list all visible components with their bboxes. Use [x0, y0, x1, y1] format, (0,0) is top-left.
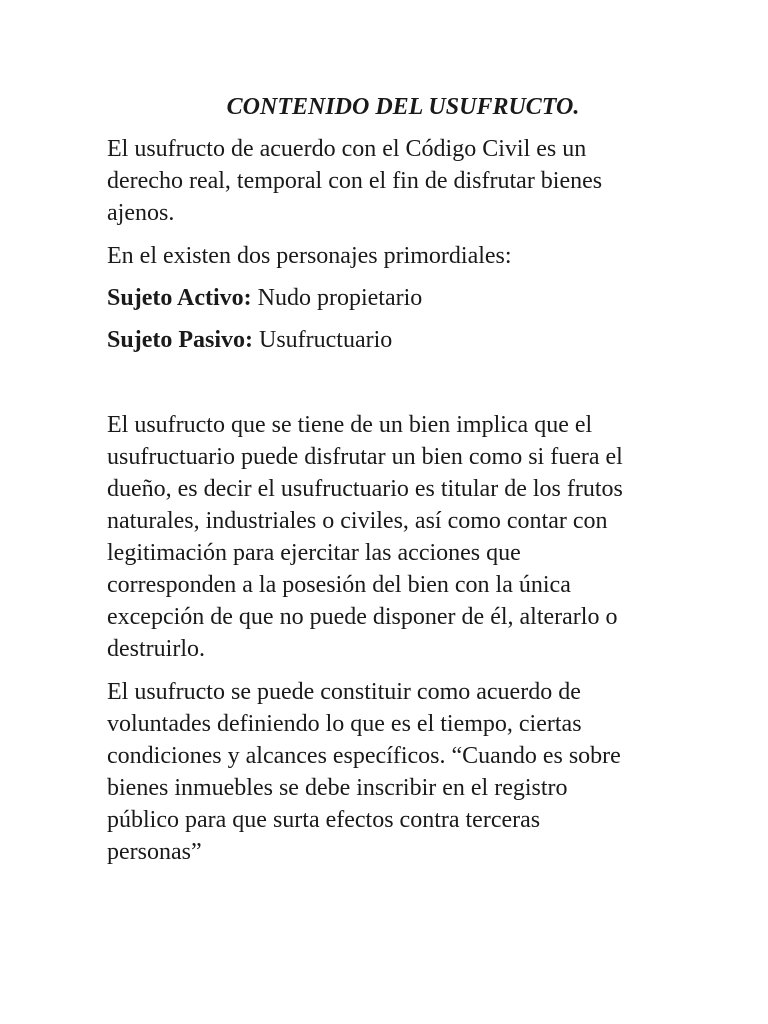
- text-line: El usufructo se puede constituir como acuerdo de: [107, 679, 581, 705]
- text-line: usufructuario puede disfrutar un bien como si fuera el: [107, 444, 623, 470]
- text-line: legitimación para ejercitar las acciones que: [107, 540, 521, 566]
- text-line: derecho real, temporal con el fin de disfrutar bienes: [107, 168, 603, 194]
- text-line: destruirlo.: [107, 636, 205, 662]
- text-line: personas”: [107, 839, 202, 865]
- text-line: ajenos.: [107, 200, 175, 226]
- sujeto-pasivo-value: Usufructuario: [253, 327, 393, 353]
- sujeto-activo-label: Sujeto Activo:: [107, 285, 252, 311]
- text-line: El usufructo que se tiene de un bien implica que el: [107, 412, 593, 438]
- text-line: corresponden a la posesión del bien con la única: [107, 572, 571, 598]
- intro-paragraph: [107, 133, 667, 229]
- constituir-paragraph: [107, 676, 667, 868]
- text-line: público para que surta efectos contra terceras: [107, 807, 541, 833]
- text-line: dueño, es decir el usufructuario es titular de los frutos: [107, 476, 623, 502]
- text-line: bienes inmuebles se debe inscribir en el registro: [107, 775, 568, 801]
- sujeto-activo-value: Nudo propietario: [251, 285, 423, 311]
- text-line: En el existen dos personajes primordiales:: [107, 243, 512, 269]
- sujeto-pasivo-line: [107, 324, 667, 356]
- text-line: condiciones y alcances específicos. “Cuando es sobre: [107, 743, 621, 769]
- text-line: naturales, industriales o civiles, así como contar con: [107, 508, 608, 534]
- text-line: voluntades definiendo lo que es el tiempo, ciertas: [107, 711, 582, 737]
- sujeto-activo-line: [107, 282, 667, 314]
- text-line: excepción de que no puede disponer de él, alterarlo o: [107, 604, 618, 630]
- implica-paragraph: [107, 409, 667, 665]
- personajes-paragraph: [107, 240, 667, 272]
- text-line: El usufructo de acuerdo con el Código Civil es un: [107, 136, 587, 162]
- document-title: CONTENIDO DEL USUFRUCTO.: [226, 94, 580, 120]
- sujeto-pasivo-label: Sujeto Pasivo:: [107, 327, 253, 353]
